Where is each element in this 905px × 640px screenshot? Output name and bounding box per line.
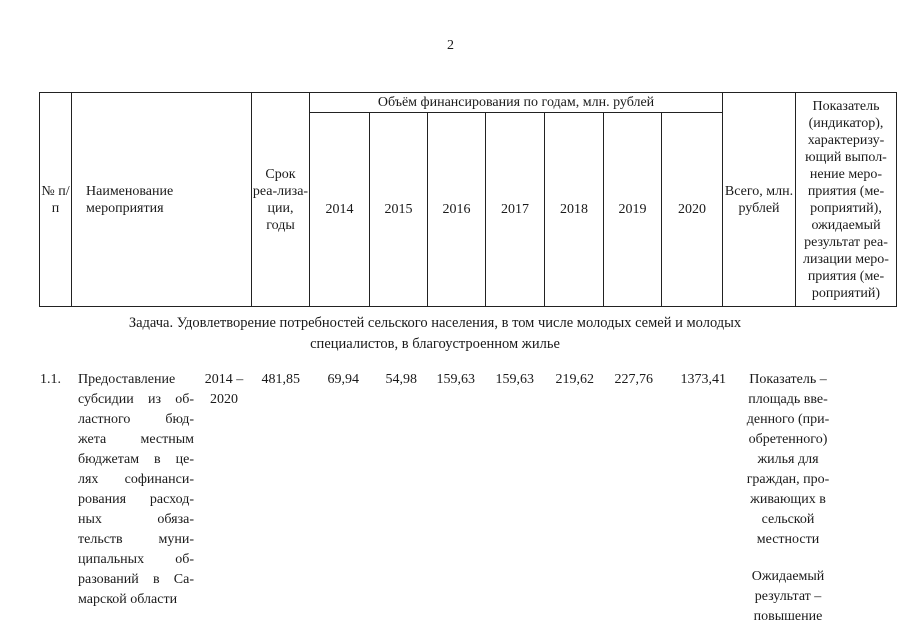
header-year: 2014 — [310, 113, 370, 307]
value-2017: 159,63 — [436, 372, 475, 387]
value-total: 1373,41 — [680, 372, 726, 387]
header-year: 2020 — [662, 113, 723, 307]
row-name-line: рования расход- — [78, 492, 194, 507]
row-number: 1.1. — [40, 372, 61, 387]
row-name-line: тельств муни- — [78, 532, 194, 547]
indicator-line: местности — [756, 532, 820, 547]
expected-line: Ожидаемый — [751, 569, 825, 584]
value-2014: 481,85 — [261, 372, 300, 387]
indicator-line: денного (при- — [746, 412, 830, 427]
row-name-line: лях софинанси- — [78, 472, 194, 487]
row-indicator — [734, 370, 842, 627]
value-2019: 219,62 — [555, 372, 594, 387]
header-indicator: Показатель (индикатор), характеризу-ющий выпол-нение меро-приятия (ме-роприятий), ожидаемый результат реа-лизации меро-приятия (ме-роприятий) — [796, 93, 897, 307]
header-funding-group: Объём финансирования по годам, млн. рублей — [310, 93, 723, 113]
indicator-line: жилья для — [757, 452, 819, 467]
row-name-line: ных обяза- — [78, 512, 194, 527]
task-heading-line: специалистов, в благоустроенном жилье — [310, 336, 560, 352]
header-name: Наименование мероприятия — [72, 93, 252, 307]
header-total: Всего, млн. рублей — [723, 93, 796, 307]
indicator-line: обретенного) — [748, 432, 828, 447]
header-year: 2017 — [486, 113, 545, 307]
row-term — [196, 370, 252, 410]
row-name-line: разований в Са- — [78, 572, 194, 587]
page-number: 2 — [447, 38, 454, 53]
value-2018: 159,63 — [495, 372, 534, 387]
row-name-line: жета местным — [78, 432, 194, 447]
header-year: 2019 — [604, 113, 662, 307]
value-2020: 227,76 — [614, 372, 653, 387]
row-name-line: субсидии из об- — [78, 392, 194, 407]
header-term: Срок реа-лиза-ции, годы — [252, 93, 310, 307]
header-number: № п/п — [40, 93, 72, 307]
indicator-line: живающих в — [750, 492, 826, 507]
header-year: 2015 — [370, 113, 428, 307]
indicator-line: граждан, про- — [746, 472, 830, 487]
indicator-line: сельской — [761, 512, 815, 527]
indicator-line: площадь вве- — [748, 392, 828, 407]
header-year: 2018 — [545, 113, 604, 307]
header-year: 2016 — [428, 113, 486, 307]
spacer — [734, 550, 842, 567]
task-heading — [40, 313, 830, 355]
row-name-line: бюджетам в це- — [78, 452, 194, 467]
row-name-line: марской области — [78, 592, 178, 607]
value-2016: 54,98 — [385, 372, 417, 387]
row-name-line: ципальных об- — [78, 552, 194, 567]
row-term-line: 2014 – — [204, 372, 244, 387]
table-header — [39, 92, 897, 307]
row-name-line: Предоставление — [78, 372, 176, 387]
expected-line: повышение — [753, 609, 823, 624]
row-name — [78, 370, 194, 610]
value-2015: 69,94 — [327, 372, 359, 387]
row-term-line: 2020 — [210, 392, 238, 407]
task-heading-line: Задача. Удовлетворение потребностей сельского населения, в том числе молодых семей и молодых — [128, 315, 742, 331]
indicator-line: Показатель – — [749, 372, 827, 387]
row-name-line: ластного бюд- — [78, 412, 194, 427]
expected-line: результат – — [754, 589, 822, 604]
